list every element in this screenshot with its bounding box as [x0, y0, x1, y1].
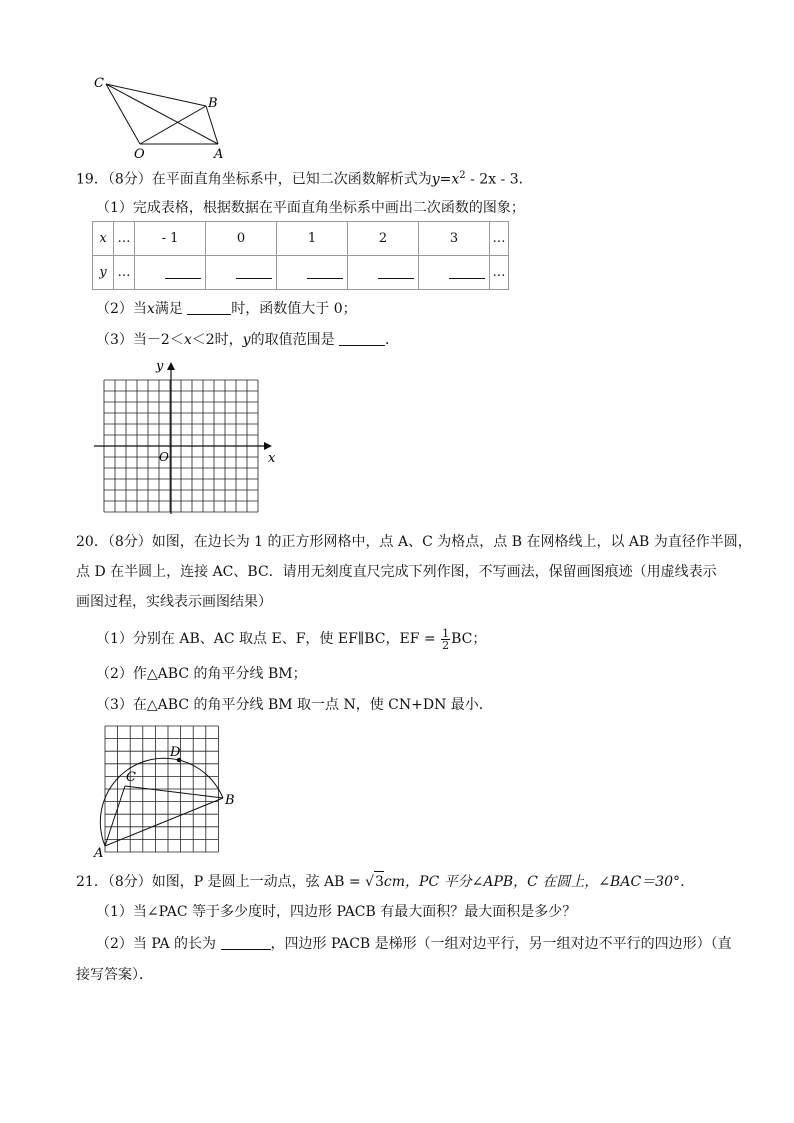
fig20-label-d: D	[170, 745, 181, 760]
answer-blank[interactable]	[277, 256, 348, 290]
origin-label: O	[159, 450, 169, 464]
fig18-label-b: B	[208, 96, 218, 111]
axis-label-y: y	[156, 359, 164, 374]
q20-part2: （2）作△ABC 的角平分线 BM；	[96, 666, 307, 682]
q19-part3: （3）当－2＜x＜2时，y的取值范围是 ．	[96, 332, 400, 348]
table-cell: x	[93, 222, 114, 256]
table-cell: y	[93, 256, 114, 290]
q19-value-table	[92, 221, 509, 290]
axis-label-x: x	[268, 451, 276, 466]
q20-part1: （1）分别在 AB、AC 取点 E、F，使 EF∥BC，EF = $\frac{1}{2}$ BC；	[96, 626, 487, 652]
table-cell: 3	[419, 222, 490, 256]
q21-line1: 21．（8分）如图，P 是圆上一动点，弦 AB = √3cm，PC 平分∠APB，C 在圆上，∠BAC＝30°．	[76, 871, 694, 892]
q19-part1: （1）完成表格，根据数据在平面直角坐标系中画出二次函数的图象；	[96, 200, 525, 216]
answer-blank[interactable]	[187, 300, 231, 315]
q19-part2: （2）当x满足 时，函数值大于 0；	[96, 301, 357, 317]
fig18-label-c: C	[94, 76, 104, 91]
q20-line2: 点 D 在半圆上，连接 AC、BC．请用无刻度直尺完成下列作图，不写画法，保留画图痕迹（用虚线表示	[76, 564, 717, 580]
q18-figure	[88, 72, 238, 162]
q20-line1: 20．（8分）如图，在边长为 1 的正方形网格中，点 A、C 为格点，点 B 在网格线上，以 AB 为直径作半圆，	[76, 534, 752, 550]
q19-stem: 19．（8分）在平面直角坐标系中，已知二次函数解析式为$y=x^2 - 2x - 3$．	[76, 170, 533, 188]
fig20-label-b: B	[225, 793, 235, 808]
q20-line3: 画图过程，实线表示画图结果）	[76, 594, 272, 610]
q21-part2-continued: 接写答案）．	[76, 967, 153, 983]
fig20-label-a: A	[94, 846, 104, 860]
table-cell: 2	[348, 222, 419, 256]
answer-blank[interactable]	[419, 256, 490, 290]
q21-part1: （1）当∠PAC 等于多少度时，四边形 PACB 有最大面积？最大面积是多少？	[96, 904, 577, 920]
table-cell: …	[114, 222, 135, 256]
table-cell: 0	[206, 222, 277, 256]
fig18-label-o: O	[134, 147, 145, 162]
answer-blank[interactable]	[348, 256, 419, 290]
table-cell: …	[114, 256, 135, 290]
fraction-one-half: $\frac{1}{2}$	[442, 626, 450, 652]
q20-figure	[92, 724, 242, 860]
answer-blank[interactable]	[221, 935, 271, 950]
fig20-label-c: C	[126, 770, 136, 785]
table-cell: …	[490, 222, 509, 256]
table-row-y	[93, 256, 509, 290]
table-cell: - 1	[135, 222, 206, 256]
fig18-label-a: A	[214, 147, 224, 162]
answer-blank[interactable]	[135, 256, 206, 290]
table-cell: …	[490, 256, 509, 290]
answer-blank[interactable]	[206, 256, 277, 290]
sqrt-three: √3	[365, 874, 384, 890]
table-cell: 1	[277, 222, 348, 256]
q21-part2: （2）当 PA 的长为 ，四边形 PACB 是梯形（一组对边平行，另一组对边不平行的四边形）（直	[96, 936, 732, 952]
table-row-x	[93, 222, 509, 256]
q19-coordinate-grid	[92, 356, 282, 518]
q20-part3: （3）在△ABC 的角平分线 BM 取一点 N，使 CN+DN 最小．	[96, 697, 493, 713]
answer-blank[interactable]	[339, 331, 385, 346]
